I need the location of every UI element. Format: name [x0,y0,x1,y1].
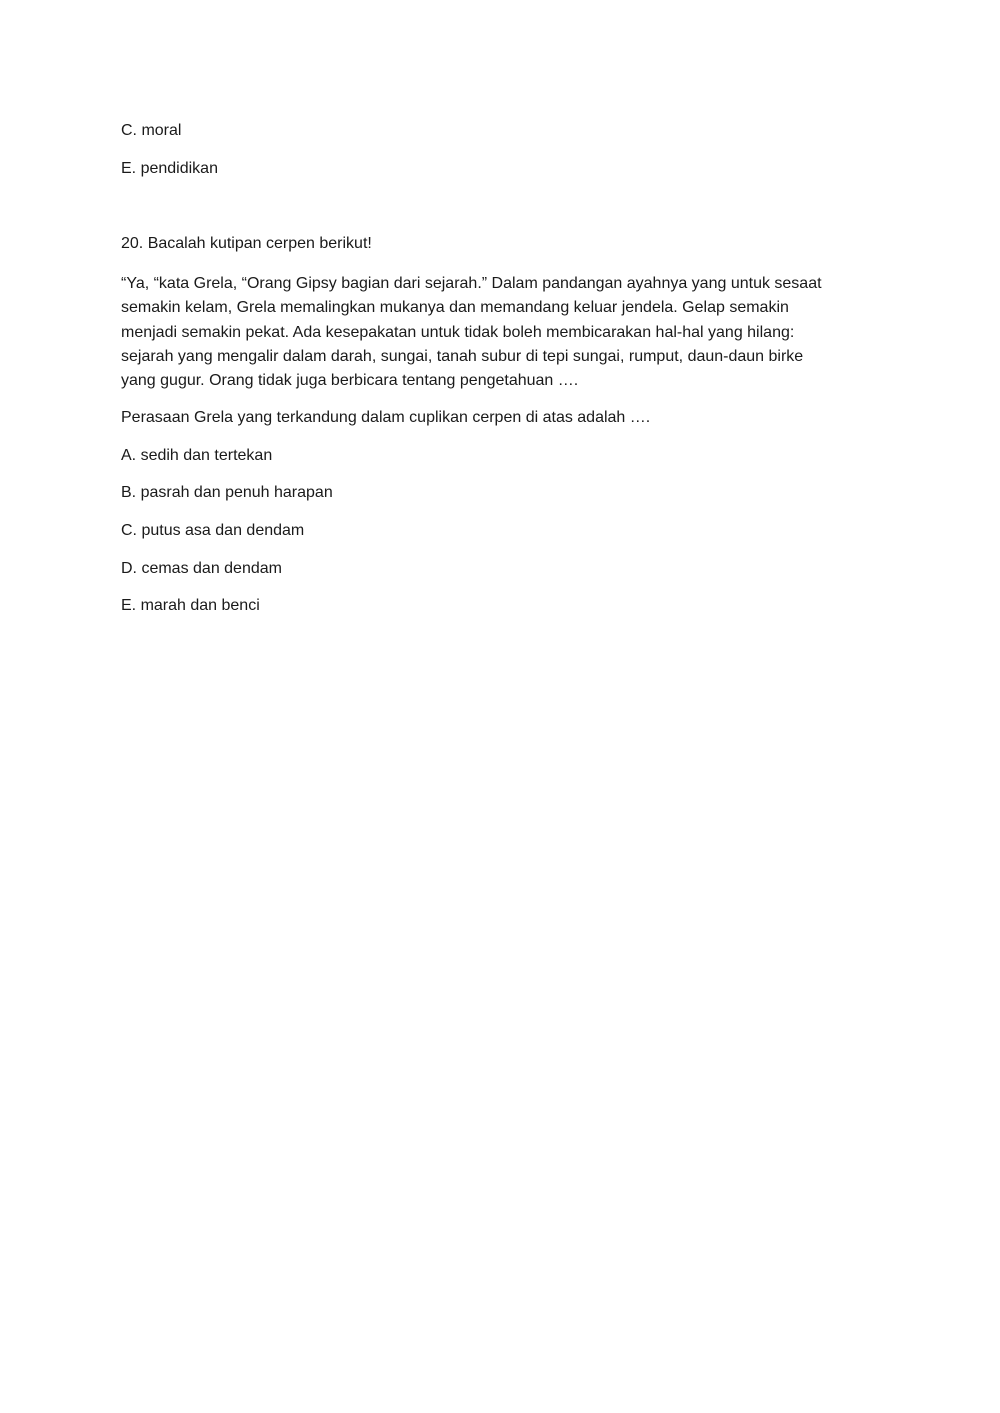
answer-option-c: C. putus asa dan dendam [121,522,305,539]
question-prompt: Perasaan Grela yang terkandung dalam cuplikan cerpen di atas adalah …. [121,409,651,426]
previous-option-c: C. moral [121,122,182,139]
answer-option-d: D. cemas dan dendam [121,560,282,577]
excerpt-line: semakin kelam, Grela memalingkan mukanya dan memandang keluar jendela. Gelap semakin [121,299,789,317]
excerpt-line: sejarah yang mengalir dalam darah, sungai, tanah subur di tepi sungai, rumput, daun-daun birke [121,347,804,365]
answer-option-e: E. marah dan benci [121,597,260,614]
question-heading: 20. Bacalah kutipan cerpen berikut! [121,235,372,252]
story-excerpt [121,272,861,393]
previous-option-e: E. pendidikan [121,160,218,177]
answer-option-b: B. pasrah dan penuh harapan [121,484,333,501]
excerpt-line: yang gugur. Orang tidak juga berbicara tentang pengetahuan …. [121,372,579,390]
answer-option-a: A. sedih dan tertekan [121,447,273,464]
excerpt-line: “Ya, “kata Grela, “Orang Gipsy bagian dari sejarah.” Dalam pandangan ayahnya yang untuk sesaat [121,275,822,292]
excerpt-line: menjadi semakin pekat. Ada kesepakatan untuk tidak boleh membicarakan hal-hal yang hilang: [121,323,795,341]
